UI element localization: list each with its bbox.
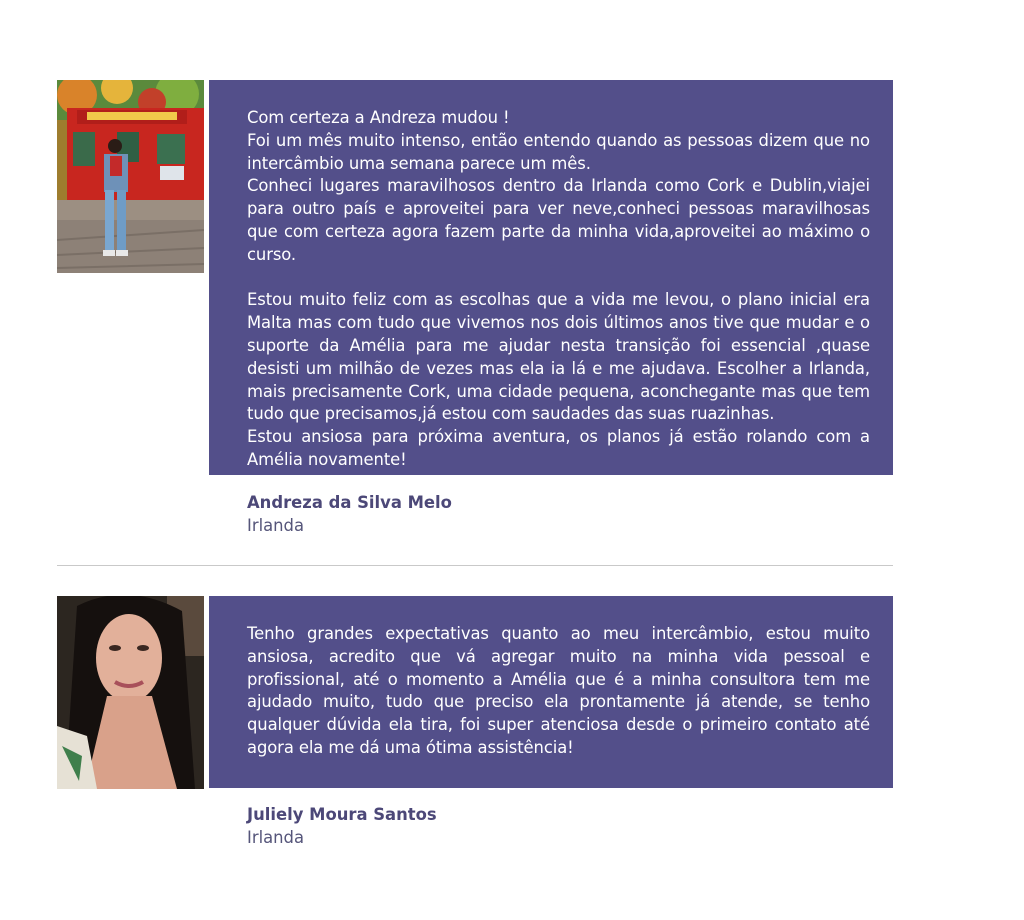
testimonial-text: Tenho grandes expectativas quanto ao meu intercâmbio, estou muito ansiosa, acredito que vá agregar muito na minha vida pessoal e profissional, até o momento a Amélia que é a minha consultora tem me ajudado muito, tudo que preciso ela prontamente já atende, se tenho qualquer dúvida ela tira, foi super atenciosa desde o primeiro contato até agora ela me dá uma ótima assistência!: [247, 624, 870, 757]
author-photo: [57, 80, 204, 273]
testimonial-quote-box: [209, 596, 893, 788]
testimonial-quote-box: [209, 80, 893, 475]
divider: [57, 565, 893, 566]
testimonial-author: [247, 803, 437, 849]
testimonial-author: [247, 491, 452, 537]
author-country: Irlanda: [247, 516, 305, 535]
author-name: Andreza da Silva Melo: [247, 493, 452, 512]
author-name: Juliely Moura Santos: [247, 805, 437, 824]
author-country: Irlanda: [247, 828, 305, 847]
testimonial-text: Com certeza a Andreza mudou ! Foi um mês muito intenso, então entendo quando as pessoas dizem que no intercâmbio uma semana parece um mês. Conheci lugares maravilhosos dentro da Irlanda como Cork e Dublin,viajei para outro país e aproveitei para ver neve,conheci pessoas maravilhosas que com certeza agora fazem parte da minha vida,aproveitei ao máximo o curso. Estou muito feliz com as escolhas que a vida me levou, o plano inicial era Malta mas com tudo que vivemos nos dois últimos anos tive que mudar e o suporte da Amélia para me ajudar nesta transição foi essencial ,quase desisti um milhão de vezes mas ela ia lá e me ajudava. Escolher a Irlanda, mais precisamente Cork, uma cidade pequena, aconchegante mas que tem tudo que precisamos,já estou com saudades das suas ruazinhas. Estou ansiosa para próxima aventura, os planos já estão rolando com a Amélia novamente!: [247, 108, 870, 469]
author-photo: [57, 596, 204, 789]
